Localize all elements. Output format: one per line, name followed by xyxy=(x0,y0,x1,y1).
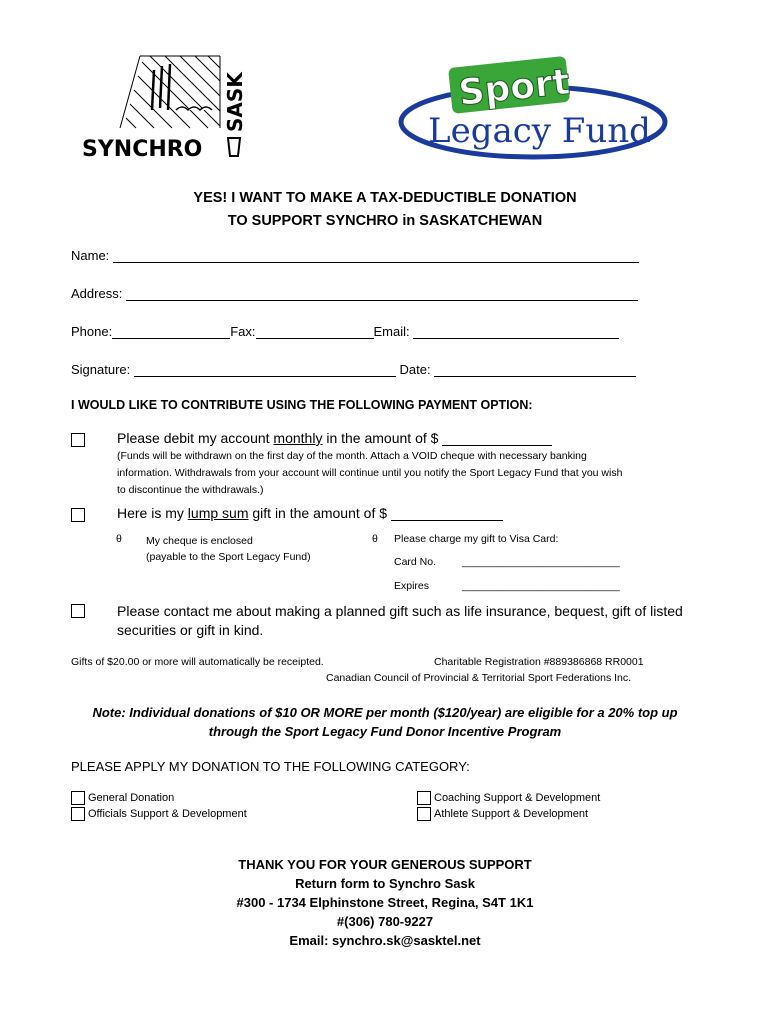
receipt-text: Gifts of $20.00 or more will automatically be receipted. xyxy=(71,656,324,668)
sport-legacy-fund-logo xyxy=(398,52,668,160)
coaching-label: Coaching Support & Development xyxy=(434,791,601,804)
cheque-line-2: (payable to the Sport Legacy Fund) xyxy=(146,551,311,563)
lump-amount-field[interactable] xyxy=(391,506,503,521)
lump-text-after: gift in the amount of $ xyxy=(248,505,388,521)
address-row xyxy=(71,286,638,301)
council-text: Canadian Council of Provincial & Territorial Sport Federations Inc. xyxy=(326,672,632,684)
signature-label: Signature: xyxy=(71,362,131,377)
name-label: Name: xyxy=(71,248,110,263)
category-athlete[interactable] xyxy=(417,807,588,821)
lump-underlined: lump sum xyxy=(187,505,249,521)
card-number-field[interactable]: ___________________________ xyxy=(462,556,620,568)
charitable-registration: Charitable Registration #889386868 RR0001 xyxy=(434,656,644,668)
email-field[interactable] xyxy=(413,324,619,339)
general-checkbox[interactable] xyxy=(71,791,85,805)
planned-gift-checkbox[interactable] xyxy=(71,604,85,618)
title-line-2: TO SUPPORT SYNCHRO in SASKATCHEWAN xyxy=(227,213,543,229)
fax-field[interactable] xyxy=(256,324,374,339)
footer-phone: #(306) 780-9227 xyxy=(336,914,434,929)
signature-row xyxy=(71,362,636,377)
lump-sum-option-text xyxy=(117,505,503,521)
payment-heading: I WOULD LIKE TO CONTRIBUTE USING THE FOLLOWING PAYMENT OPTION: xyxy=(71,398,533,412)
monthly-note xyxy=(117,448,622,499)
address-label: Address: xyxy=(71,286,123,301)
expires-label: Expires xyxy=(394,580,430,592)
category-general[interactable] xyxy=(71,791,174,805)
monthly-text-before: Please debit my account xyxy=(117,430,274,446)
category-officials[interactable] xyxy=(71,807,247,821)
phone-field[interactable] xyxy=(112,324,230,339)
lump-sum-checkbox[interactable] xyxy=(71,508,85,522)
cheque-bullet[interactable]: θ xyxy=(116,533,122,545)
name-field[interactable] xyxy=(113,248,639,263)
title-line-1: YES! I WANT TO MAKE A TAX-DEDUCTIBLE DONATION xyxy=(193,190,577,206)
officials-label: Officials Support & Development xyxy=(88,807,247,820)
visa-bullet[interactable]: θ xyxy=(372,533,378,545)
footer-return: Return form to Synchro Sask xyxy=(295,876,475,891)
date-field[interactable] xyxy=(434,362,636,377)
footer-email: Email: synchro.sk@sasktel.net xyxy=(289,933,481,948)
athlete-label: Athlete Support & Development xyxy=(434,807,589,820)
card-number-label: Card No. xyxy=(394,556,437,568)
lump-text-before: Here is my xyxy=(117,505,188,521)
monthly-note-line-1: (Funds will be withdrawn on the first day of the month. Attach a VOID cheque with necessary banking xyxy=(117,450,587,462)
planned-gift-line-2: securities or gift in kind. xyxy=(117,622,264,638)
officials-checkbox[interactable] xyxy=(71,807,85,821)
monthly-debit-checkbox[interactable] xyxy=(71,433,85,447)
phone-label: Phone: xyxy=(71,324,113,339)
category-heading: PLEASE APPLY MY DONATION TO THE FOLLOWING CATEGORY: xyxy=(71,759,470,774)
cheque-line-1: My cheque is enclosed xyxy=(146,535,253,547)
sask-word: SASK xyxy=(223,72,247,132)
monthly-underlined: monthly xyxy=(273,430,323,446)
signature-field[interactable] xyxy=(134,362,396,377)
cheque-text xyxy=(146,533,311,565)
footer-thank-you: THANK YOU FOR YOUR GENEROUS SUPPORT xyxy=(238,857,532,872)
synchro-word: SYNCHRO xyxy=(82,137,203,160)
monthly-option-text xyxy=(117,430,552,446)
general-label: General Donation xyxy=(88,791,175,804)
incentive-note-line-2: through the Sport Legacy Fund Donor Incentive Program xyxy=(208,724,562,739)
date-label: Date: xyxy=(399,362,431,377)
email-label: Email: xyxy=(373,324,410,339)
footer-address: #300 - 1734 Elphinstone Street, Regina, S4T 1K1 xyxy=(236,895,534,910)
monthly-text-after: in the amount of $ xyxy=(322,430,439,446)
planned-gift-text xyxy=(117,602,683,640)
athlete-checkbox[interactable] xyxy=(417,807,431,821)
monthly-amount-field[interactable] xyxy=(442,431,552,446)
monthly-note-line-3: to discontinue the withdrawals.) xyxy=(117,484,264,496)
incentive-note-line-1: Note: Individual donations of $10 OR MORE per month ($120/year) are eligible for a 20% top up xyxy=(92,705,678,720)
expires-field[interactable]: ___________________________ xyxy=(462,580,620,592)
legacy-word: Legacy Fund xyxy=(428,111,651,151)
sport-word: Sport xyxy=(456,61,572,115)
monthly-note-line-2: information. Withdrawals from your account will continue until you notify the Sport Legacy Fund that you wish xyxy=(117,467,623,479)
planned-gift-line-1: Please contact me about making a planned gift such as life insurance, bequest, gift of listed xyxy=(117,603,683,619)
address-field[interactable] xyxy=(126,286,638,301)
category-coaching[interactable] xyxy=(417,791,600,805)
coaching-checkbox[interactable] xyxy=(417,791,431,805)
footer xyxy=(0,855,770,950)
synchro-sask-logo xyxy=(80,48,248,160)
contact-row xyxy=(71,324,619,339)
fax-label: Fax: xyxy=(230,324,256,339)
name-row xyxy=(71,248,639,263)
visa-text: Please charge my gift to Visa Card: xyxy=(394,533,559,545)
